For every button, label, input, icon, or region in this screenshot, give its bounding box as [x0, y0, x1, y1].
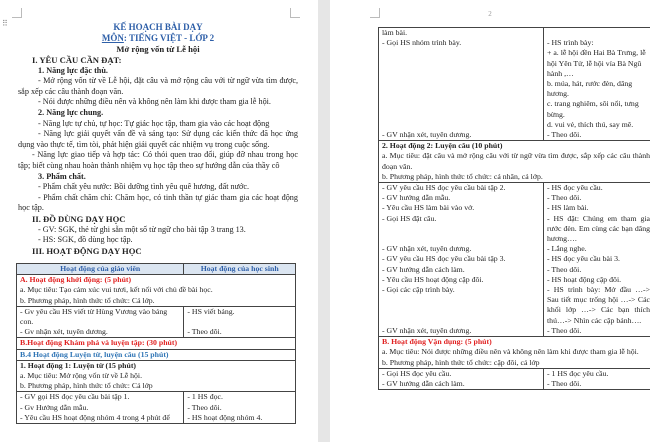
- activity-method: b. Phương pháp, hình thức tổ chức: cặp đôi, cả lớp: [382, 357, 540, 367]
- student-step: - Lắng nghe.: [547, 244, 587, 254]
- student-step: - Theo dõi.: [547, 378, 582, 388]
- teacher-step: - Gv yêu cầu HS viết từ Hùng Vương vào bảng con.: [20, 306, 168, 327]
- activity-heading: B. Hoạt động Vận dụng: (5 phút): [382, 337, 492, 347]
- student-step: - HS đặt: Chúng em tham gia rước đèn. Em cùng các bạn dâng hương….: [547, 213, 650, 244]
- activity-heading: A. Hoạt động khởi động: (5 phút): [20, 275, 132, 285]
- paragraph: - Mở rộng vốn từ về Lễ hội, đặt câu và mở rộng câu với từ ngữ vừa tìm được, sắp xếp các câu thành đoạn văn.: [18, 76, 298, 96]
- teacher-cell: [379, 368, 544, 389]
- column-header: Hoạt động của học sinh: [184, 264, 296, 275]
- student-step: - HS hoạt động cặp đôi.: [547, 274, 622, 284]
- student-step: - HS làm bài.: [547, 203, 589, 213]
- table-row: [379, 368, 650, 389]
- table-row: [17, 360, 296, 392]
- paragraph: - Nói được những điều nên và không nên làm khi được tham gia lễ hội.: [38, 97, 271, 107]
- student-cell: [544, 183, 650, 337]
- activity-goal: a. Mục tiêu: Tạo cảm xúc vui tươi, kết nối với chủ đề bài học.: [20, 285, 213, 295]
- table-row: [379, 28, 650, 141]
- teacher-step: - Gv Hướng dẫn mẫu.: [20, 402, 89, 412]
- subject-label: MÔN: [101, 33, 124, 43]
- teacher-step: - Gọi các cặp trình bày.: [382, 285, 455, 295]
- teacher-step: - Gọi HS đặt câu.: [382, 213, 437, 223]
- paragraph: - Phẩm chất yêu nước: Bồi dưỡng tình yêu quê hương, đất nước.: [38, 182, 250, 192]
- table-row: [379, 141, 650, 183]
- teacher-step: - GV yêu cầu HS đọc yêu cầu bài tập 2.: [382, 183, 506, 193]
- page-number: 2: [488, 10, 492, 18]
- subsection-heading: 1. Năng lực đặc thù.: [38, 65, 108, 75]
- student-step: - Theo dõi.: [547, 264, 582, 274]
- activity-method: b. Phương pháp, hình thức tổ chức: Cả lớp.: [20, 295, 155, 305]
- student-step: - HS trình bày:: [547, 38, 594, 48]
- student-cell: [544, 368, 650, 389]
- teacher-cell: [17, 306, 184, 338]
- teacher-step: làm bài.: [382, 28, 408, 37]
- teacher-cell: [379, 183, 544, 337]
- margin-corner-mark: [12, 8, 22, 18]
- table-row: [17, 275, 296, 307]
- student-step: - Theo dõi.: [547, 130, 582, 140]
- activity-method: b. Phương pháp, hình thức tổ chức: Cả lớp: [20, 381, 153, 391]
- teacher-step: - Gọi HS nhóm trình bày.: [382, 38, 462, 48]
- paragraph: - Phẩm chất chăm chỉ: Chăm học, có tinh thần tự giác tham gia các hoạt động học tập.: [18, 192, 298, 213]
- column-header: Hoạt động của giáo viên: [17, 264, 184, 275]
- page-gap: [318, 0, 330, 442]
- student-step: c. trang nghiêm, sôi nổi, tưng bừng.: [547, 99, 639, 119]
- teacher-step: - Yêu cầu HS làm bài vào vở.: [382, 203, 475, 213]
- paragraph: - Năng lực tự chủ, tự học: Tự giác học tập, tham gia vào các hoạt động: [38, 118, 270, 128]
- lesson-activity-table-continued: [378, 27, 650, 390]
- document-page-2: [330, 0, 650, 442]
- margin-corner-mark: [290, 8, 300, 18]
- teacher-step: - Gọi HS đọc yêu cầu.: [382, 368, 452, 378]
- student-step: - HS viết bảng.: [187, 306, 235, 316]
- paragraph: - HS: SGK, đồ dùng học tập.: [38, 235, 133, 245]
- page-1-body: [18, 22, 298, 256]
- teacher-step: - GV nhận xét, tuyên dương.: [382, 130, 472, 140]
- student-cell: [184, 392, 296, 424]
- teacher-step: - Yêu cầu HS hoạt động nhóm 4 trong 4 phút để: [20, 412, 170, 422]
- student-step: d. vui vẻ, thích thú, say mê.: [547, 119, 634, 129]
- section-heading: I. YÊU CẦU CẦN ĐẠT:: [32, 55, 122, 65]
- paragraph: - Năng lực giải quyết vấn đề và sáng tạo: Sử dụng các kiến thức đã học ứng dụng vào thực tế, tìm tòi, phát hiện giải quyết các nhiệm vụ trong cuộc sống.: [18, 129, 298, 149]
- teacher-step: - GV yêu cầu HS đọc yêu cầu bài tập 3.: [382, 254, 506, 264]
- subject-line: [18, 33, 298, 44]
- subsection-heading: 2. Năng lực chung.: [38, 107, 104, 117]
- teacher-step: - Yêu cầu HS hoạt động cặp đôi.: [382, 274, 484, 284]
- activity-goal: a. Mục tiêu: đặt câu và mở rộng câu với từ ngữ vừa tìm được, sắp xếp các câu thành đoạn văn.: [382, 151, 650, 171]
- teacher-step: - GV nhận xét, tuyên dương.: [382, 325, 472, 335]
- teacher-step: - GV gọi HS đọc yêu cầu bài tập 1.: [20, 392, 130, 402]
- teacher-step: - GV nhận xét, tuyên dương.: [382, 244, 472, 254]
- lesson-title: Mở rộng vốn từ Lễ hội: [116, 44, 200, 54]
- teacher-step: - Gv nhận xét, tuyên dương.: [20, 327, 108, 337]
- activity-method: b. Phương pháp, hình thức tổ chức: cá nhân, cả lớp.: [382, 171, 543, 181]
- activity-heading: 2. Hoạt động 2: Luyện câu (10 phút): [382, 141, 503, 151]
- student-step: - Theo dõi.: [547, 325, 582, 335]
- document-title: KẾ HOẠCH BÀI DẠY: [113, 22, 203, 32]
- student-cell: [184, 306, 296, 338]
- student-step: - HS đọc yêu cầu.: [547, 183, 603, 193]
- lesson-activity-table: [16, 263, 296, 424]
- subject-value: : TIẾNG VIỆT - LỚP 2: [123, 33, 215, 43]
- teacher-cell: [17, 392, 184, 424]
- paragraph: - Năng lực giao tiếp và hợp tác: Có thói quen trao đổi, giúp đỡ nhau trong học tập; biết cùng nhau hoàn thành nhiệm vụ học tập theo sự hướng dẫn của thầy cô: [18, 150, 298, 170]
- student-step: - Theo dõi.: [547, 193, 582, 203]
- table-row: [379, 183, 650, 337]
- paragraph: - GV: SGK, thẻ từ ghi sẵn một số từ ngữ cho bài tập 3 trang 13.: [38, 224, 246, 234]
- subsection-heading: 3. Phẩm chất.: [38, 171, 86, 181]
- section-heading: II. ĐỒ DÙNG DẠY HỌC: [32, 213, 126, 224]
- student-step: - Theo dõi.: [187, 402, 222, 412]
- teacher-cell: [379, 28, 544, 141]
- teacher-step: - GV hướng dẫn cách làm.: [382, 378, 465, 388]
- activity-goal: a. Mục tiêu: Nói được những điều nên và không nên làm khi được tham gia lễ hội.: [382, 347, 639, 357]
- student-step: - HS hoạt động nhóm 4.: [187, 412, 263, 422]
- student-step: - 1 HS đọc.: [187, 392, 223, 402]
- drag-handle-icon[interactable]: ⠿: [2, 19, 7, 28]
- student-cell: [544, 28, 650, 141]
- teacher-step: - GV hướng dẫn mẫu.: [382, 193, 451, 203]
- student-step: b. múa, hát, rước đèn, dâng hương.: [547, 79, 633, 99]
- student-step: - Theo dõi.: [187, 327, 222, 337]
- student-step: - HS trình bày: Mở đầu …-> Sau tiết mục trống hội …-> Các khối lớp …-> Các bạn thích thú…-> Nhìn các cặp bánh….: [547, 285, 650, 325]
- table-row: [17, 306, 296, 338]
- student-step: + a. lễ hội đền Hai Bà Trưng, lễ hội Yên Tử, lễ hội vía Bà Ngũ hành ,…: [547, 48, 646, 78]
- table-row: [379, 337, 650, 369]
- section-row: B.4 Hoạt động Luyện từ, luyện câu (15 phút): [17, 349, 296, 360]
- student-step: - 1 HS đọc yêu cầu.: [547, 368, 609, 378]
- activity-heading: 1. Hoạt động 1: Luyện từ (15 phút): [20, 360, 137, 370]
- section-row: B.Hoạt động Khám phá và luyện tập: (30 phút): [17, 338, 296, 349]
- activity-goal: a. Mục tiêu: Mở rộng vốn từ về Lễ hội.: [20, 371, 143, 381]
- student-step: - HS đọc yêu cầu bài 3.: [547, 254, 620, 264]
- teacher-step: - GV hướng dẫn cách làm.: [382, 264, 465, 274]
- table-row: [17, 392, 296, 424]
- section-heading: III. HOẠT ĐỘNG DẠY HỌC: [32, 245, 142, 256]
- document-page-1: [0, 0, 318, 442]
